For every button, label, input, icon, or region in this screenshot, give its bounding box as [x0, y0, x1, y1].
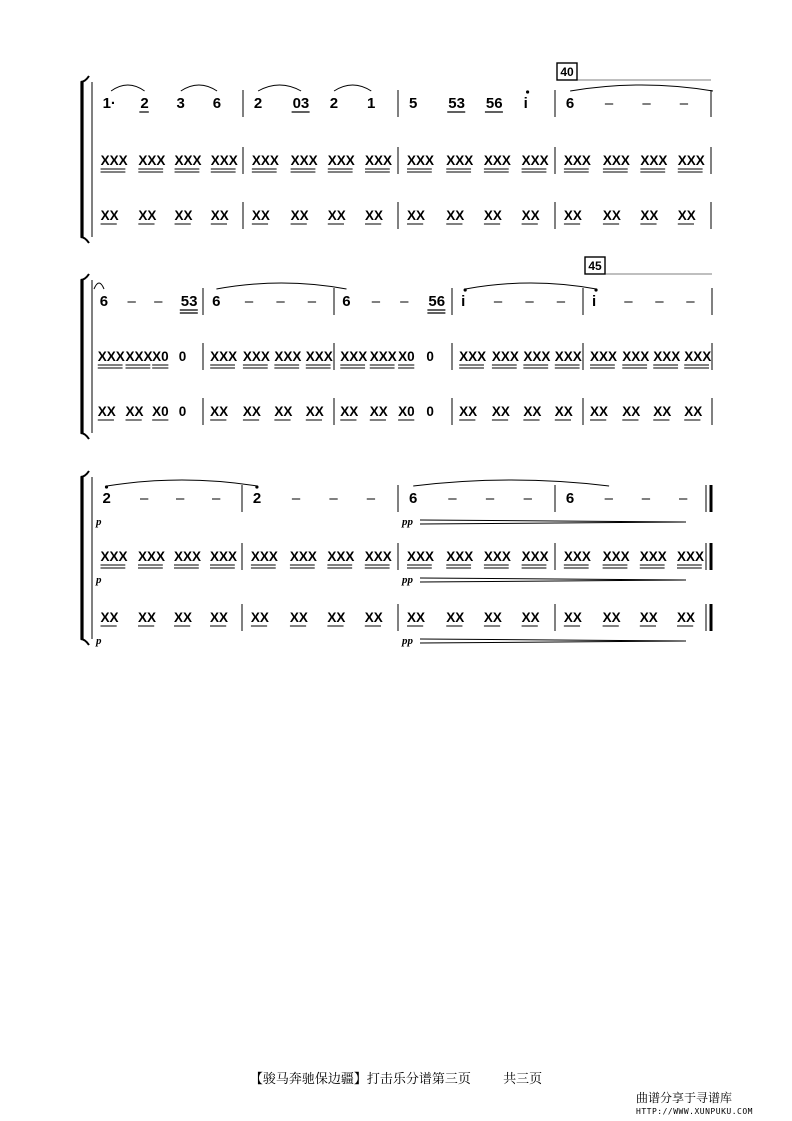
slur	[107, 480, 257, 486]
drum-pattern: XX	[483, 610, 502, 625]
system-1	[81, 63, 714, 243]
page-footer	[0, 1068, 792, 1087]
drum-pattern: XX	[251, 208, 270, 223]
drum-pattern: XXX	[100, 549, 128, 564]
melody-note: –	[291, 490, 301, 507]
drum-pattern: 0	[178, 349, 187, 364]
footer-title: 【骏马奔驰保边疆】打击乐分谱第三页	[249, 1072, 471, 1087]
measure-number: 40	[560, 65, 574, 79]
dynamic-marking: p	[96, 574, 102, 586]
melody-note: –	[485, 490, 495, 507]
drum-pattern: XX	[521, 208, 540, 223]
melody-note: 53	[180, 293, 198, 310]
drum-pattern: XX	[684, 404, 703, 419]
watermark	[636, 1092, 753, 1118]
drum-pattern: XXX	[523, 349, 551, 364]
drum-pattern: XXX	[446, 153, 474, 168]
drum-pattern: XXX	[290, 153, 318, 168]
octave-dot	[526, 90, 529, 93]
melody-note: –	[679, 95, 689, 112]
drum-pattern: XX	[290, 208, 309, 223]
melody-note: 6	[408, 490, 418, 507]
drum-pattern: XXX	[327, 153, 355, 168]
drum-pattern: XXX	[138, 549, 166, 564]
system-3	[81, 471, 712, 647]
decrescendo-hairpin	[420, 578, 686, 580]
drum-pattern: XX	[563, 208, 582, 223]
melody-note: –	[307, 293, 317, 310]
measure-number: 45	[588, 259, 602, 273]
melody-note: 2	[140, 95, 149, 112]
melody-note: 2	[329, 95, 339, 112]
drum-pattern: XX	[446, 610, 465, 625]
score-systems	[81, 63, 714, 647]
drum-pattern: XXX	[242, 349, 270, 364]
drum-pattern: XXX	[250, 549, 278, 564]
melody-note: 6	[565, 490, 575, 507]
melody-note: 6	[212, 95, 222, 112]
drum-pattern: XXX	[138, 153, 166, 168]
melody-note: –	[523, 490, 532, 507]
drum-pattern: XX	[305, 404, 324, 419]
drum-pattern: XX	[521, 610, 540, 625]
drum-pattern: XX	[554, 404, 573, 419]
drum-pattern: XX	[653, 404, 672, 419]
melody-note: –	[127, 293, 136, 310]
slur	[216, 283, 346, 289]
melody-note: –	[655, 293, 664, 310]
slur	[465, 283, 596, 289]
drum-pattern: XX	[677, 208, 696, 223]
melody-note: 56	[428, 293, 446, 310]
drum-pattern: XXX	[210, 349, 238, 364]
drum-pattern: XXX	[340, 349, 368, 364]
drum-pattern: XX	[274, 404, 293, 419]
dynamic-marking: pp	[402, 635, 413, 647]
melody-note: –	[604, 95, 614, 112]
drum-pattern: XXX	[174, 153, 202, 168]
drum-pattern: XXX	[305, 349, 333, 364]
melody-note: –	[642, 95, 651, 112]
melody-note: 03	[292, 95, 310, 112]
dynamic-marking: p	[96, 635, 102, 647]
drum-pattern: X0	[398, 404, 415, 419]
drum-pattern: XX	[327, 208, 346, 223]
decrescendo-hairpin	[420, 580, 686, 582]
drum-pattern: XX	[590, 404, 609, 419]
drum-pattern: XXX	[684, 349, 712, 364]
decrescendo-hairpin	[420, 639, 686, 641]
drum-pattern: 0	[178, 404, 187, 419]
melody-note: 6	[565, 95, 575, 112]
drum-pattern: XXX	[289, 549, 317, 564]
drum-pattern: XXX	[677, 153, 705, 168]
drum-pattern: XX	[459, 404, 478, 419]
bracket-bottom-hook	[81, 433, 90, 439]
slur	[181, 85, 217, 91]
drum-pattern: XX	[677, 610, 696, 625]
melody-note: 2	[252, 490, 262, 507]
drum-pattern: XXX	[97, 349, 125, 364]
drum-pattern: XXX	[640, 153, 668, 168]
drum-pattern: XXX	[274, 349, 302, 364]
melody-note: –	[604, 490, 613, 507]
melody-note: i	[523, 95, 528, 112]
melody-note: 5	[408, 95, 418, 112]
drum-pattern: XX	[602, 610, 621, 625]
drum-pattern: XXX	[563, 153, 591, 168]
bracket-bottom-hook	[81, 237, 90, 243]
drum-pattern: XX	[100, 208, 119, 223]
melody-note: –	[176, 490, 185, 507]
melody-note: –	[329, 490, 338, 507]
drum-pattern: XX	[406, 208, 426, 223]
melody-note: –	[400, 293, 409, 310]
melody-note: –	[212, 490, 221, 507]
decrescendo-hairpin	[420, 522, 686, 524]
drum-pattern: 0	[426, 404, 434, 419]
drum-pattern: XXX	[365, 153, 393, 168]
drum-pattern: XXX	[327, 549, 355, 564]
drum-pattern: XX	[210, 610, 229, 625]
drum-pattern: XX	[250, 610, 269, 625]
drum-pattern: XXX	[210, 153, 238, 168]
melody-note: –	[244, 293, 254, 310]
melody-note: –	[276, 293, 285, 310]
drum-pattern: XXX	[521, 549, 549, 564]
melody-note: –	[624, 293, 633, 310]
drum-pattern: XX	[523, 404, 542, 419]
drum-pattern: XX	[446, 208, 465, 223]
slur	[570, 85, 713, 91]
drum-pattern: XX	[174, 610, 193, 625]
drum-pattern: XXX	[639, 549, 667, 564]
bracket-top-hook	[81, 471, 90, 477]
drum-pattern: XX	[622, 404, 641, 419]
drum-pattern: XXX	[369, 349, 397, 364]
drum-pattern: XX	[491, 404, 510, 419]
drum-pattern: XXX	[406, 153, 435, 168]
drum-pattern: XX	[210, 404, 229, 419]
melody-note: –	[493, 293, 503, 310]
bracket-top-hook	[81, 76, 90, 82]
melody-note: 6	[342, 293, 351, 310]
drum-pattern: XX	[97, 404, 116, 419]
melody-note: 3	[176, 95, 185, 112]
drum-pattern: XXX	[210, 549, 238, 564]
drum-pattern: XXX	[677, 549, 705, 564]
melody-note: 1·	[102, 95, 116, 112]
drum-pattern: XXX	[554, 349, 582, 364]
decrescendo-hairpin	[420, 641, 686, 643]
drum-pattern: XXX	[364, 549, 392, 564]
drum-pattern: 0	[426, 349, 434, 364]
drum-pattern: X0	[152, 349, 169, 364]
drum-pattern: XXX	[459, 349, 487, 364]
system-2	[81, 257, 713, 439]
footer-page-count: 共三页	[503, 1072, 543, 1087]
melody-note: –	[366, 490, 376, 507]
melody-note: 2	[253, 95, 263, 112]
drum-pattern: XX	[100, 610, 119, 625]
drum-pattern: XX	[242, 404, 261, 419]
melody-note: 6	[99, 293, 109, 310]
slur	[94, 283, 104, 289]
drum-pattern: XX	[210, 208, 229, 223]
slur	[413, 480, 609, 486]
drum-pattern: XXX	[491, 349, 519, 364]
melody-note: –	[686, 293, 695, 310]
drum-pattern: XXX	[521, 153, 549, 168]
drum-pattern: XX	[340, 404, 359, 419]
drum-pattern: XXX	[483, 153, 511, 168]
melody-note: 2	[102, 490, 111, 507]
drum-pattern: XXX	[125, 349, 153, 364]
drum-pattern: XX	[138, 610, 157, 625]
drum-pattern: XXX	[602, 153, 630, 168]
drum-pattern: XX	[174, 208, 193, 223]
drum-pattern: XXX	[446, 549, 474, 564]
drum-pattern: XXX	[483, 549, 511, 564]
dynamic-marking: pp	[402, 574, 413, 586]
melody-note: 6	[212, 293, 221, 310]
drum-pattern: XX	[639, 610, 658, 625]
drum-pattern: XXX	[563, 549, 591, 564]
melody-note: 56	[485, 95, 503, 112]
drum-pattern: XX	[602, 208, 621, 223]
drum-pattern: XX	[563, 610, 582, 625]
drum-pattern: XX	[369, 404, 388, 419]
drum-pattern: XX	[289, 610, 308, 625]
drum-pattern: XXX	[406, 549, 435, 564]
melody-note: –	[556, 293, 566, 310]
slur	[334, 85, 371, 91]
drum-pattern: XX	[406, 610, 426, 625]
drum-pattern: XX	[125, 404, 144, 419]
melody-note: –	[140, 490, 149, 507]
drum-pattern: XX	[483, 208, 502, 223]
drum-pattern: XXX	[590, 349, 618, 364]
melody-note: 53	[448, 95, 465, 112]
drum-pattern: XX	[138, 208, 157, 223]
drum-pattern: XXX	[653, 349, 681, 364]
drum-pattern: XX	[365, 208, 384, 223]
decrescendo-hairpin	[420, 520, 686, 522]
drum-pattern: XXX	[622, 349, 650, 364]
drum-pattern: XXX	[251, 153, 279, 168]
slur	[258, 85, 301, 91]
bracket-bottom-hook	[81, 639, 90, 645]
drum-pattern: XX	[640, 208, 659, 223]
watermark-url: HTTP://WWW.XUNPUKU.COM	[636, 1107, 753, 1116]
dynamic-marking: p	[96, 516, 102, 528]
drum-pattern: X0	[152, 404, 169, 419]
drum-pattern: XXX	[100, 153, 128, 168]
melody-note: 1	[367, 95, 376, 112]
melody-note: –	[641, 490, 651, 507]
drum-pattern: X0	[398, 349, 415, 364]
drum-pattern: XXX	[602, 549, 630, 564]
slur	[111, 85, 145, 91]
melody-note: i	[592, 293, 597, 310]
dynamic-marking: pp	[402, 516, 413, 528]
watermark-name: 曲谱分享于寻谱库	[636, 1091, 733, 1105]
bracket-top-hook	[81, 274, 90, 280]
drum-pattern: XXX	[174, 549, 202, 564]
melody-note: –	[679, 490, 688, 507]
melody-note: –	[154, 293, 163, 310]
melody-note: –	[448, 490, 457, 507]
melody-note: –	[525, 293, 534, 310]
melody-note: –	[371, 293, 381, 310]
melody-note: i	[461, 293, 466, 310]
drum-pattern: XX	[327, 610, 346, 625]
drum-pattern: XX	[364, 610, 383, 625]
